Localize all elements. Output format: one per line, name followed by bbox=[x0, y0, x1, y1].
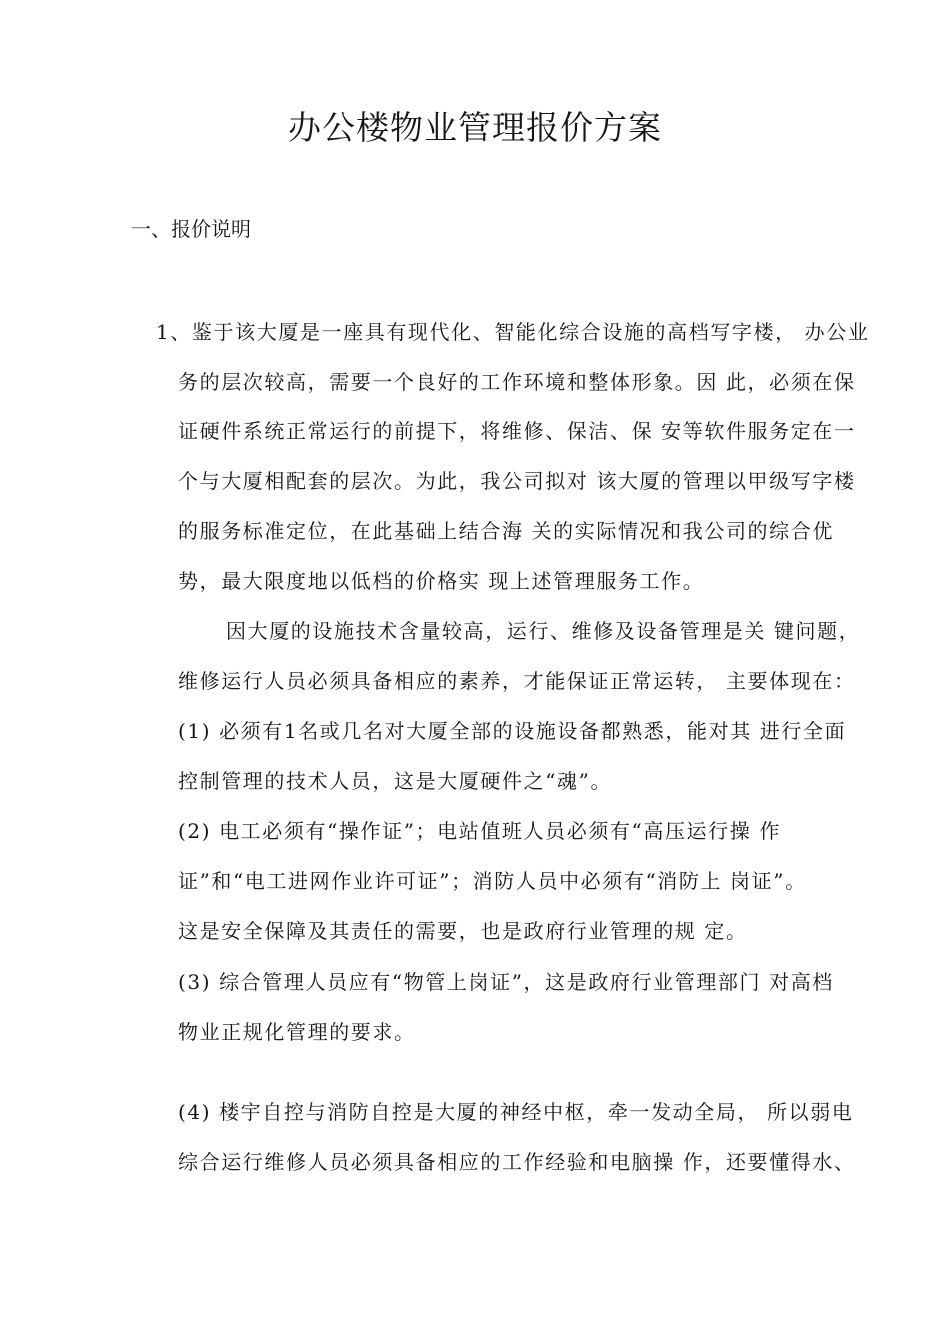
list-item-line: 这是安全保障及其责任的需要，也是政府行业管理的规 定。 bbox=[178, 919, 748, 943]
list-item-line: 控制管理的技术人员，这是大厦硬件之“魂”。 bbox=[178, 769, 613, 793]
list-item-line: 证”和“电工进网作业许可证”；消防人员中必须有“消防上 岗证”。 bbox=[178, 869, 807, 893]
paragraph-line: 1、鉴于该大厦是一座具有现代化、智能化综合设施的高档写字楼， 办公业 bbox=[156, 320, 870, 344]
paragraph-line: 个与大厦相配套的层次。为此，我公司拟对 该大厦的管理以甲级写字楼 bbox=[178, 469, 856, 493]
list-item-line: (2) 电工必须有“操作证”；电站值班人员必须有“高压运行操 作 bbox=[178, 819, 781, 843]
paragraph-line: 势，最大限度地以低档的价格实 现上述管理服务工作。 bbox=[178, 569, 705, 593]
paragraph-line: 证硬件系统正常运行的前提下，将维修、保洁、保 安等软件服务定在一 bbox=[178, 419, 856, 443]
paragraph-line: 务的层次较高，需要一个良好的工作环境和整体形象。因 此，必须在保 bbox=[178, 370, 856, 394]
paragraph-line: 因大厦的设施技术含量较高，运行、维修及设备管理是关 键问题， bbox=[226, 619, 861, 643]
list-item-line: 物业正规化管理的要求。 bbox=[178, 1020, 416, 1044]
list-item-line: (3) 综合管理人员应有“物管上岗证”，这是政府行业管理部门 对高档 bbox=[178, 970, 834, 994]
list-item-line: (4) 楼宇自控与消防自控是大厦的神经中枢，牵一发动全局， 所以弱电 bbox=[178, 1100, 854, 1124]
paragraph-line: 的服务标准定位，在此基础上结合海 关的实际情况和我公司的综合优 bbox=[178, 519, 834, 543]
document-title: 办公楼物业管理报价方案 bbox=[288, 108, 662, 147]
section-heading-quote-explanation: 一、报价说明 bbox=[131, 217, 251, 241]
list-item-line: (1) 必须有1名或几名对大厦全部的设施设备都熟悉，能对其 进行全面 bbox=[178, 719, 847, 743]
paragraph-line: 维修运行人员必须具备相应的素养，才能保证正常运转， 主要体现在： bbox=[178, 669, 856, 693]
list-item-line: 综合运行维修人员必须具备相应的工作经验和电脑操 作，还要懂得水、 bbox=[178, 1150, 856, 1174]
